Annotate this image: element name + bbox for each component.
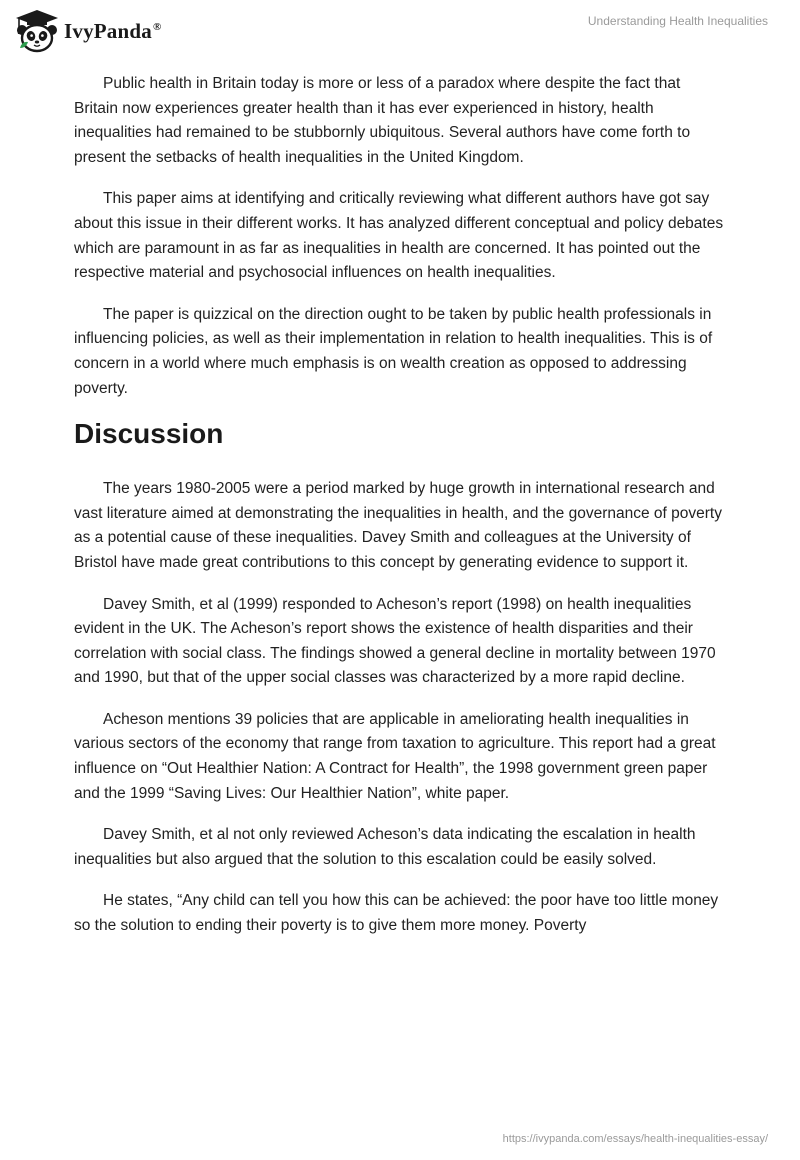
panda-graduate-icon	[14, 8, 60, 54]
discussion-heading: Discussion	[74, 418, 224, 450]
intro-paragraph-1: Public health in Britain today is more or less of a paradox where despite the fact that Britain now experiences greater health than it has ever experienced in history, health inequalities had remained to be stubbornly ubiquitous. Several authors have come forth to present the setbacks of health inequalities in the United Kingdom.	[74, 75, 691, 166]
essay-body	[74, 72, 726, 956]
discussion-paragraph-4: Davey Smith, et al not only reviewed Acheson’s data indicating the escalation in health inequalities but also argued that the solution to this escalation could be easily solved.	[74, 826, 696, 868]
source-url[interactable]: https://ivypanda.com/essays/health-inequalities-essay/	[502, 1133, 768, 1145]
document-title: Understanding Health Inequalities	[587, 14, 768, 28]
ivypanda-logo[interactable]	[14, 8, 161, 54]
brand-name: IvyPanda®	[64, 18, 162, 43]
intro-paragraph-3: The paper is quizzical on the direction ought to be taken by public health professionals in influencing policies, as well as their implementation in relation to health inequalities. This is of concern in a world where much emphasis is on wealth creation as opposed to addressing poverty.	[74, 305, 713, 397]
intro-paragraph-2: This paper aims at identifying and critically reviewing what different authors have got say about this issue in their different works. It has analyzed different conceptual and policy debates which are paramount in as far as inequalities in health are concerned. It has pointed out the respective material and psychosocial influences on health inequalities.	[74, 190, 724, 282]
discussion-paragraph-1: The years 1980-2005 were a period marked by huge growth in international research and vast literature aimed at demonstrating the inequalities in health, and the governance of poverty as a potential cause of these inequalities. Davey Smith and colleagues at the University of Bristol have made great contributions to this concept by generating evidence to support it.	[74, 480, 722, 571]
page-header	[0, 0, 800, 60]
discussion-paragraph-2: Davey Smith, et al (1999) responded to Acheson’s report (1998) on health inequalities evident in the UK. The Acheson’s report shows the existence of health disparities and their correlation with social class. The findings showed a general decline in mortality between 1970 and 1990, but that of the upper social classes was characterized by a more rapid decline.	[74, 595, 716, 687]
discussion-paragraph-3: Acheson mentions 39 policies that are applicable in ameliorating health inequalities in various sectors of the economy that range from taxation to agriculture. This report had a great influence on “Out Healthier Nation: A Contract for Health”, the 1998 government green paper and the 1999 “Saving Lives: Our Healthier Nation”, white paper.	[74, 710, 716, 802]
discussion-paragraph-5: He states, “Any child can tell you how this can be achieved: the poor have too little money so the solution to ending their poverty is to give them more money. Poverty	[74, 892, 719, 935]
